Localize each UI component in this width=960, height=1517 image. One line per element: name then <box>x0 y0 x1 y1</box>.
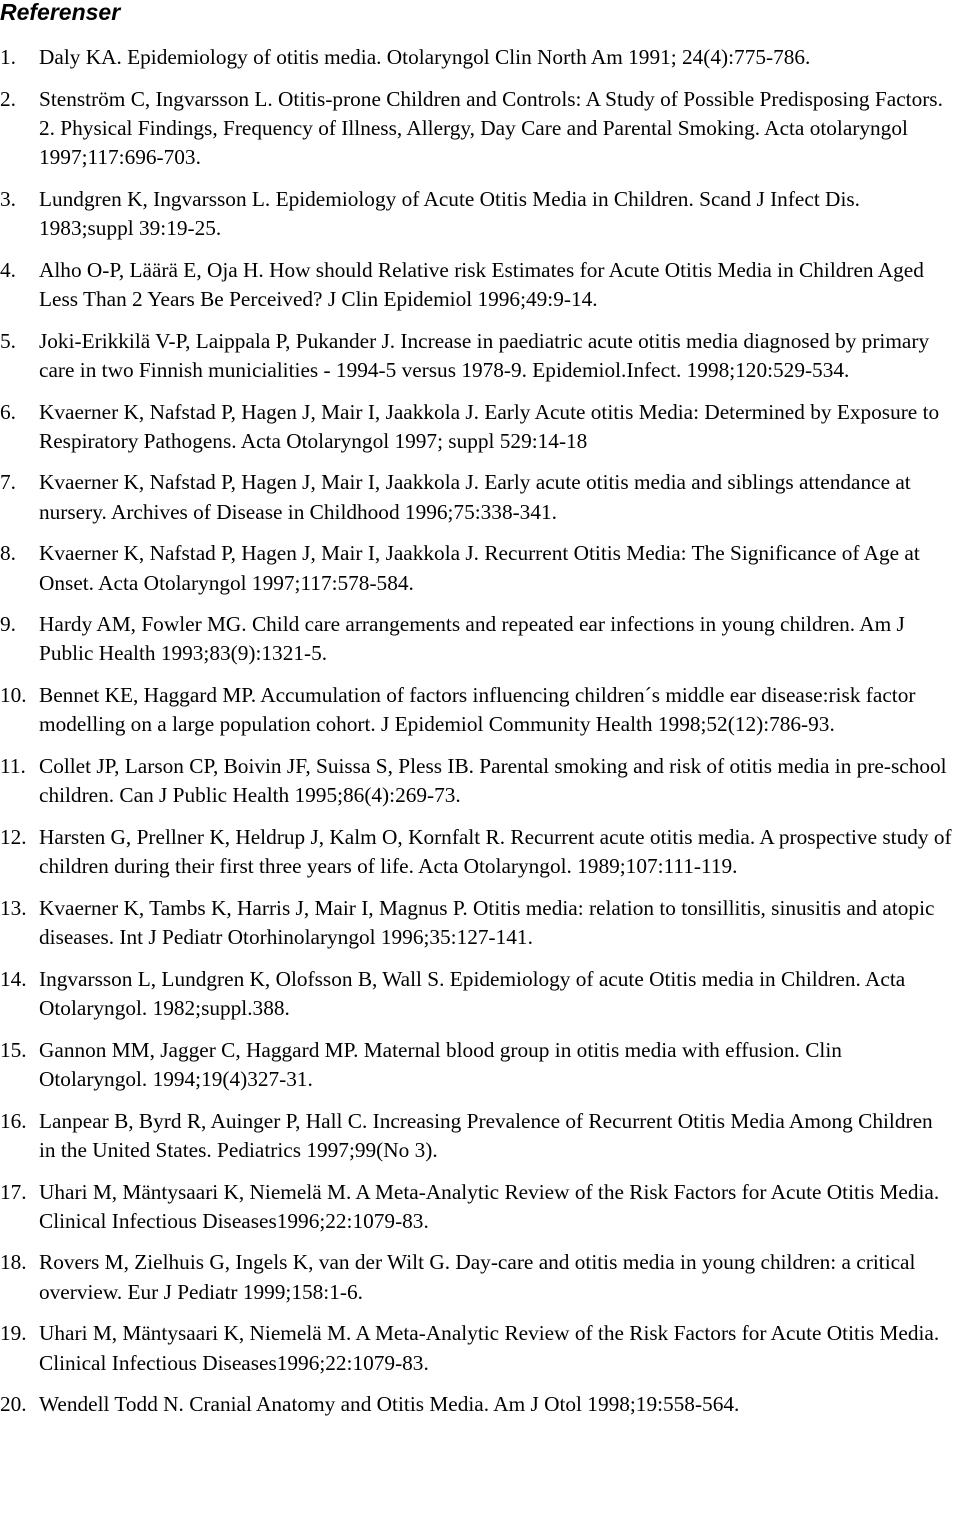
reference-text: Bennet KE, Haggard MP. Accumulation of factors influencing children´s middle ear disease:risk factor modelling on a large population cohort. J Epidemiol Community Health 1998;52(12):786-93. <box>39 683 916 737</box>
reference-text: Ingvarsson L, Lundgren K, Olofsson B, Wall S. Epidemiology of acute Otitis media in Children. Acta Otolaryngol. 1982;suppl.388. <box>39 966 906 1020</box>
reference-item-14 <box>0 965 952 1023</box>
reference-item-9 <box>0 610 952 668</box>
reference-number: 9. <box>0 612 16 637</box>
reference-number: 13. <box>0 895 27 920</box>
reference-text: Hardy AM, Fowler MG. Child care arrangements and repeated ear infections in young children. Am J Public Health 1993;83(9):1321-5. <box>39 612 905 666</box>
reference-item-13 <box>0 894 952 952</box>
reference-text: Uhari M, Mäntysaari K, Niemelä M. A Meta-Analytic Review of the Risk Factors for Acute Otitis Media. Clinical Infectious Diseases1996;22:1079-83. <box>39 1179 940 1233</box>
reference-text: Kvaerner K, Nafstad P, Hagen J, Mair I, Jaakkola J. Early Acute otitis Media: Determined by Exposure to Respiratory Pathogens. Acta Otolaryngol 1997; suppl 529:14-18 <box>39 399 940 453</box>
reference-number: 7. <box>0 470 16 495</box>
reference-item-19 <box>0 1319 952 1377</box>
reference-text: Gannon MM, Jagger C, Haggard MP. Maternal blood group in otitis media with effusion. Clin Otolaryngol. 1994;19(4)327-31. <box>39 1037 842 1091</box>
reference-text: Rovers M, Zielhuis G, Ingels K, van der Wilt G. Day-care and otitis media in young children: a critical overview. Eur J Pediatr 1999;158:1-6. <box>39 1250 916 1304</box>
reference-number: 3. <box>0 186 16 211</box>
reference-text: Joki-Erikkilä V-P, Laippala P, Pukander J. Increase in paediatric acute otitis media diagnosed by primary care in two Finnish municialities - 1994-5 versus 1978-9. Epidemiol.Infect. 1998;120:529-534. <box>39 328 930 382</box>
reference-text: Kvaerner K, Nafstad P, Hagen J, Mair I, Jaakkola J. Recurrent Otitis Media: The Significance of Age at Onset. Acta Otolaryngol 1997;117:578-584. <box>39 541 920 595</box>
reference-text: Alho O-P, Läärä E, Oja H. How should Relative risk Estimates for Acute Otitis Media in Children Aged Less Than 2 Years Be Perceived? J Clin Epidemiol 1996;49:9-14. <box>39 257 924 311</box>
reference-number: 17. <box>0 1179 27 1204</box>
reference-number: 12. <box>0 824 27 849</box>
reference-number: 6. <box>0 399 16 424</box>
reference-item-10 <box>0 681 952 739</box>
reference-item-11 <box>0 752 952 810</box>
reference-number: 8. <box>0 541 16 566</box>
reference-text: Uhari M, Mäntysaari K, Niemelä M. A Meta-Analytic Review of the Risk Factors for Acute Otitis Media. Clinical Infectious Diseases1996;22:1079-83. <box>39 1321 940 1375</box>
reference-item-3 <box>0 185 952 243</box>
reference-number: 11. <box>0 754 26 779</box>
reference-text: Harsten G, Prellner K, Heldrup J, Kalm O, Kornfalt R. Recurrent acute otitis media. A prospective study of children during their first three years of life. Acta Otolaryngol. 1989;107:111-119. <box>39 824 952 879</box>
reference-text: Lanpear B, Byrd R, Auinger P, Hall C. Increasing Prevalence of Recurrent Otitis Media Among Children in the United States. Pediatrics 1997;99(No 3). <box>39 1108 933 1162</box>
page-title: Referenser <box>0 0 121 25</box>
reference-item-18 <box>0 1248 952 1306</box>
reference-item-20 <box>0 1390 952 1419</box>
reference-text: Kvaerner K, Tambs K, Harris J, Mair I, Magnus P. Otitis media: relation to tonsillitis, sinusitis and atopic diseases. Int J Pediatr Otorhinolaryngol 1996;35:127-141. <box>39 895 935 950</box>
reference-item-8 <box>0 539 952 597</box>
reference-item-2 <box>0 85 952 173</box>
reference-number: 20. <box>0 1392 27 1417</box>
reference-number: 1. <box>0 45 16 69</box>
reference-number: 2. <box>0 86 16 111</box>
reference-text: Collet JP, Larson CP, Boivin JF, Suissa S, Pless IB. Parental smoking and risk of otitis media in pre-school children. Can J Public Health 1995;86(4):269-73. <box>39 754 947 808</box>
reference-list <box>0 43 952 1432</box>
reference-text: Kvaerner K, Nafstad P, Hagen J, Mair I, Jaakkola J. Early acute otitis media and siblings attendance at nursery. Archives of Disease in Childhood 1996;75:338-341. <box>39 470 911 524</box>
reference-item-5 <box>0 327 952 385</box>
reference-item-17 <box>0 1178 952 1236</box>
reference-number: 18. <box>0 1250 27 1275</box>
reference-text: Stenström C, Ingvarsson L. Otitis-prone Children and Controls: A Study of Possible Predisposing Factors. 2. Physical Findings, Frequency of Illness, Allergy, Day Care and Parental Smoking. Acta otolaryngol 1997;117:696-703. <box>39 86 943 170</box>
reference-item-7 <box>0 468 952 526</box>
reference-text: Wendell Todd N. Cranial Anatomy and Otitis Media. Am J Otol 1998;19:558-564. <box>39 1392 740 1417</box>
reference-item-15 <box>0 1036 952 1094</box>
reference-number: 19. <box>0 1321 27 1346</box>
reference-text: Lundgren K, Ingvarsson L. Epidemiology of Acute Otitis Media in Children. Scand J Infect Dis. 1983;suppl 39:19-25. <box>39 186 860 241</box>
reference-text: Daly KA. Epidemiology of otitis media. Otolaryngol Clin North Am 1991; 24(4):775-786. <box>39 45 811 69</box>
reference-item-4 <box>0 256 952 314</box>
reference-number: 5. <box>0 328 16 353</box>
reference-number: 14. <box>0 966 27 991</box>
reference-number: 4. <box>0 257 16 282</box>
reference-number: 15. <box>0 1037 27 1062</box>
reference-number: 16. <box>0 1108 27 1133</box>
reference-item-16 <box>0 1107 952 1165</box>
reference-item-1 <box>0 43 952 72</box>
reference-number: 10. <box>0 683 27 708</box>
reference-item-6 <box>0 398 952 456</box>
reference-item-12 <box>0 823 952 881</box>
